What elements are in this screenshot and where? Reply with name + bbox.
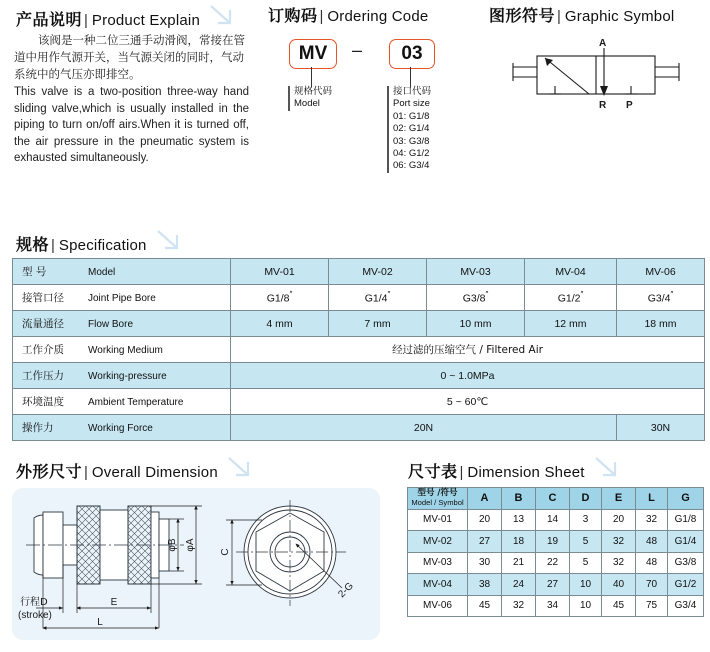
spec-row-label-en: Flow Bore [88, 319, 134, 330]
dimension-sheet-table [407, 487, 704, 617]
dimension-label-stroke-cn: 行程D [20, 597, 48, 608]
dim-header-model-symbol [408, 488, 468, 510]
table-row-header [13, 259, 705, 285]
dim-cell: 5 [570, 552, 602, 574]
section-heading-separator: | [459, 464, 464, 481]
dim-cell: 14 [536, 509, 570, 531]
ordering-code-dash: – [352, 40, 363, 60]
section-heading-en: Product Explain [91, 12, 200, 29]
graphic-symbol-port-a-label: A [599, 38, 607, 49]
dim-cell: 34 [536, 595, 570, 617]
spec-row-label-cn: 环境温度 [22, 396, 64, 408]
spec-row-label-joint-pipe-bore [13, 285, 231, 311]
dim-cell: 32 [636, 509, 668, 531]
spec-value: G1/8 [266, 292, 290, 305]
section-heading-specification [16, 228, 182, 255]
dim-cell: 70 [636, 574, 668, 596]
ordering-code-model-box: MV [289, 39, 337, 69]
dim-header-en: Model / Symbol [411, 498, 464, 508]
dim-header-a: A [468, 488, 502, 510]
spec-cell-working-force-main: 20N [231, 415, 617, 441]
section-heading-cn: 订购码 [268, 6, 318, 25]
dim-header-b: B [502, 488, 536, 510]
spec-row-label-cn: 流量通径 [22, 318, 64, 330]
inch-mark: ″ [670, 290, 674, 300]
dim-cell: G1/8 [668, 509, 704, 531]
dim-cell: 27 [536, 574, 570, 596]
dim-header-g: G [668, 488, 704, 510]
inch-mark: ″ [580, 290, 584, 300]
section-heading-graphic-symbol [489, 3, 674, 26]
dim-cell: 48 [636, 552, 668, 574]
table-row-header [408, 488, 704, 510]
spec-row-label-en: Working-pressure [88, 371, 167, 382]
dimension-label-phi-a: φA [185, 538, 196, 552]
dim-row-model: MV-06 [408, 595, 468, 617]
ordering-code-port-box: 03 [389, 39, 435, 69]
dim-cell: G1/4 [668, 531, 704, 553]
spec-cell-working-medium: 经过滤的压缩空气 / Filtered Air [231, 337, 705, 363]
spec-row-label-flow-bore [13, 311, 231, 337]
spec-header-model [13, 259, 231, 285]
spec-cell [617, 285, 705, 311]
spec-value: G3/4 [647, 292, 671, 305]
dim-cell: 10 [570, 574, 602, 596]
dimension-label-2g: 2-G [336, 580, 356, 601]
section-heading-dimension-sheet [408, 455, 620, 482]
dim-cell: 22 [536, 552, 570, 574]
decorative-arrow-icon [209, 4, 235, 31]
inch-mark: ″ [387, 290, 391, 300]
inch-mark: ″ [485, 290, 489, 300]
spec-value: G3/8 [462, 292, 486, 305]
explain-paragraph-en: This valve is a two-position three-way hand sliding valve,which is usually installed in the piping to turn on/off airs.When it is turned off, the air pressure in the pneumatic system is exhausted simultaneously. [14, 86, 249, 164]
dimension-label-c: C [220, 548, 231, 556]
spec-value: G1/2 [557, 292, 581, 305]
dim-cell: 20 [468, 509, 502, 531]
spec-cell-working-pressure: 0 ~ 1.0MPa [231, 363, 705, 389]
dim-cell: 40 [602, 574, 636, 596]
graphic-symbol-port-r-label: R [599, 100, 607, 111]
table-row [13, 337, 705, 363]
dimension-label-e: E [110, 597, 118, 608]
ordering-note-port [387, 86, 431, 173]
section-heading-separator: | [319, 8, 324, 25]
dim-cell: 45 [468, 595, 502, 617]
dim-cell: 19 [536, 531, 570, 553]
section-heading-cn: 图形符号 [489, 6, 556, 25]
spec-cell [427, 285, 525, 311]
graphic-symbol-port-p-label: P [626, 100, 633, 111]
port-option: 06: G3/4 [393, 160, 430, 172]
spec-row-label-cn: 工作压力 [22, 370, 64, 382]
decorative-arrow-icon [227, 456, 253, 483]
product-explain-text [14, 32, 249, 167]
dim-cell: 3 [570, 509, 602, 531]
leader-line-port [410, 67, 411, 87]
dim-cell: 45 [602, 595, 636, 617]
section-heading-cn: 尺寸表 [408, 462, 458, 481]
spec-value: G1/4 [364, 292, 388, 305]
decorative-arrow-icon [594, 456, 620, 483]
dim-header-l: L [636, 488, 668, 510]
dim-header-d: D [570, 488, 602, 510]
table-row [408, 552, 704, 574]
spec-header-model-cn: 型 号 [22, 266, 47, 278]
spec-cell: 7 mm [329, 311, 427, 337]
dimension-label-l: L [97, 617, 103, 628]
port-option: 01: G1/8 [393, 110, 430, 122]
section-heading-overall-dimension [16, 455, 253, 482]
spec-model-mv02: MV-02 [329, 259, 427, 285]
section-heading-en: Specification [58, 237, 147, 254]
section-heading-separator: | [84, 12, 88, 29]
dim-cell: G3/8 [668, 552, 704, 574]
dim-cell: 21 [502, 552, 536, 574]
table-row [13, 389, 705, 415]
dim-cell: G3/4 [668, 595, 704, 617]
spec-header-model-en: Model [88, 267, 116, 278]
dim-cell: 30 [468, 552, 502, 574]
table-row [408, 531, 704, 553]
dim-cell: 24 [502, 574, 536, 596]
spec-row-label-en: Working Force [88, 423, 153, 434]
spec-row-label-cn: 接管口径 [22, 292, 64, 304]
section-heading-product-explain [16, 3, 235, 30]
dim-header-cn: 型号 /符号 [417, 487, 458, 498]
section-heading-separator: | [557, 8, 561, 25]
overall-dimension-drawing-panel [12, 488, 380, 640]
dim-cell: 38 [468, 574, 502, 596]
spec-cell [525, 285, 617, 311]
section-heading-en: Dimension Sheet [467, 464, 585, 481]
spec-model-mv06: MV-06 [617, 259, 705, 285]
dim-cell: 27 [468, 531, 502, 553]
inch-mark: ″ [289, 290, 293, 300]
spec-model-mv04: MV-04 [525, 259, 617, 285]
spec-cell [329, 285, 427, 311]
specification-table [12, 258, 705, 441]
valve-dimension-drawing [12, 488, 380, 640]
port-option: 02: G1/4 [393, 123, 430, 135]
dim-cell: 48 [636, 531, 668, 553]
spec-cell-working-force-last: 30N [617, 415, 705, 441]
decorative-arrow-icon [156, 229, 182, 256]
spec-row-label-en: Working Medium [88, 345, 163, 356]
dim-cell: 32 [602, 531, 636, 553]
dim-cell: 10 [570, 595, 602, 617]
spec-cell: 18 mm [617, 311, 705, 337]
table-row [13, 285, 705, 311]
dim-row-model: MV-01 [408, 509, 468, 531]
dim-cell: 18 [502, 531, 536, 553]
table-row [13, 415, 705, 441]
spec-cell: 10 mm [427, 311, 525, 337]
spec-row-label-en: Joint Pipe Bore [88, 293, 156, 304]
spec-model-mv01: MV-01 [231, 259, 329, 285]
dim-header-e: E [602, 488, 636, 510]
spec-cell: 12 mm [525, 311, 617, 337]
table-row [408, 595, 704, 617]
spec-cell [231, 285, 329, 311]
leader-line-model [311, 67, 312, 87]
dim-cell: G1/2 [668, 574, 704, 596]
graphic-symbol-diagram [505, 36, 695, 117]
spec-cell: 4 mm [231, 311, 329, 337]
section-heading-en: Ordering Code [327, 8, 429, 25]
table-row [13, 311, 705, 337]
section-heading-en: Graphic Symbol [564, 8, 675, 25]
specification-table-wrap [12, 258, 705, 441]
section-heading-separator: | [84, 464, 88, 481]
note-port-en: Port size [393, 98, 430, 110]
dim-row-model: MV-02 [408, 531, 468, 553]
note-model-cn: 规格代码 [294, 86, 333, 97]
spec-row-label-cn: 操作力 [22, 422, 54, 434]
section-heading-cn: 规格 [16, 235, 50, 254]
section-heading-ordering-code [268, 3, 428, 26]
section-heading-cn: 外形尺寸 [16, 462, 83, 481]
spec-row-label-working-medium [13, 337, 231, 363]
dim-cell: 32 [602, 552, 636, 574]
dim-cell: 32 [502, 595, 536, 617]
spec-model-mv03: MV-03 [427, 259, 525, 285]
port-option: 04: G1/2 [393, 148, 430, 160]
dimension-label-phi-b: φB [167, 538, 178, 552]
dimension-sheet-table-wrap [407, 487, 704, 617]
note-port-cn: 接口代码 [393, 86, 432, 97]
dim-row-model: MV-03 [408, 552, 468, 574]
dim-cell: 13 [502, 509, 536, 531]
dim-cell: 75 [636, 595, 668, 617]
section-heading-cn: 产品说明 [16, 10, 83, 29]
note-model-en: Model [294, 98, 320, 110]
dim-header-c: C [536, 488, 570, 510]
dim-row-model: MV-04 [408, 574, 468, 596]
dim-cell: 5 [570, 531, 602, 553]
table-row [408, 509, 704, 531]
explain-paragraph-cn: 该阀是一种二位三通手动滑阀，常接在管道中用作气源开关，当气源关闭的同时，气动系统中的气压亦即排空。 [14, 33, 245, 81]
spec-row-label-working-pressure [13, 363, 231, 389]
spec-cell-ambient-temperature: 5 ~ 60℃ [231, 389, 705, 415]
spec-row-label-en: Ambient Temperature [88, 397, 184, 408]
section-heading-separator: | [51, 237, 55, 254]
table-row [408, 574, 704, 596]
port-option: 03: G3/8 [393, 135, 430, 147]
ordering-note-model [288, 86, 332, 111]
spec-row-label-working-force [13, 415, 231, 441]
dimension-label-stroke-en: (stroke) [18, 610, 52, 621]
section-heading-en: Overall Dimension [91, 464, 218, 481]
spec-row-label-cn: 工作介质 [22, 344, 64, 356]
spec-row-label-ambient-temperature [13, 389, 231, 415]
dim-cell: 20 [602, 509, 636, 531]
table-row [13, 363, 705, 389]
